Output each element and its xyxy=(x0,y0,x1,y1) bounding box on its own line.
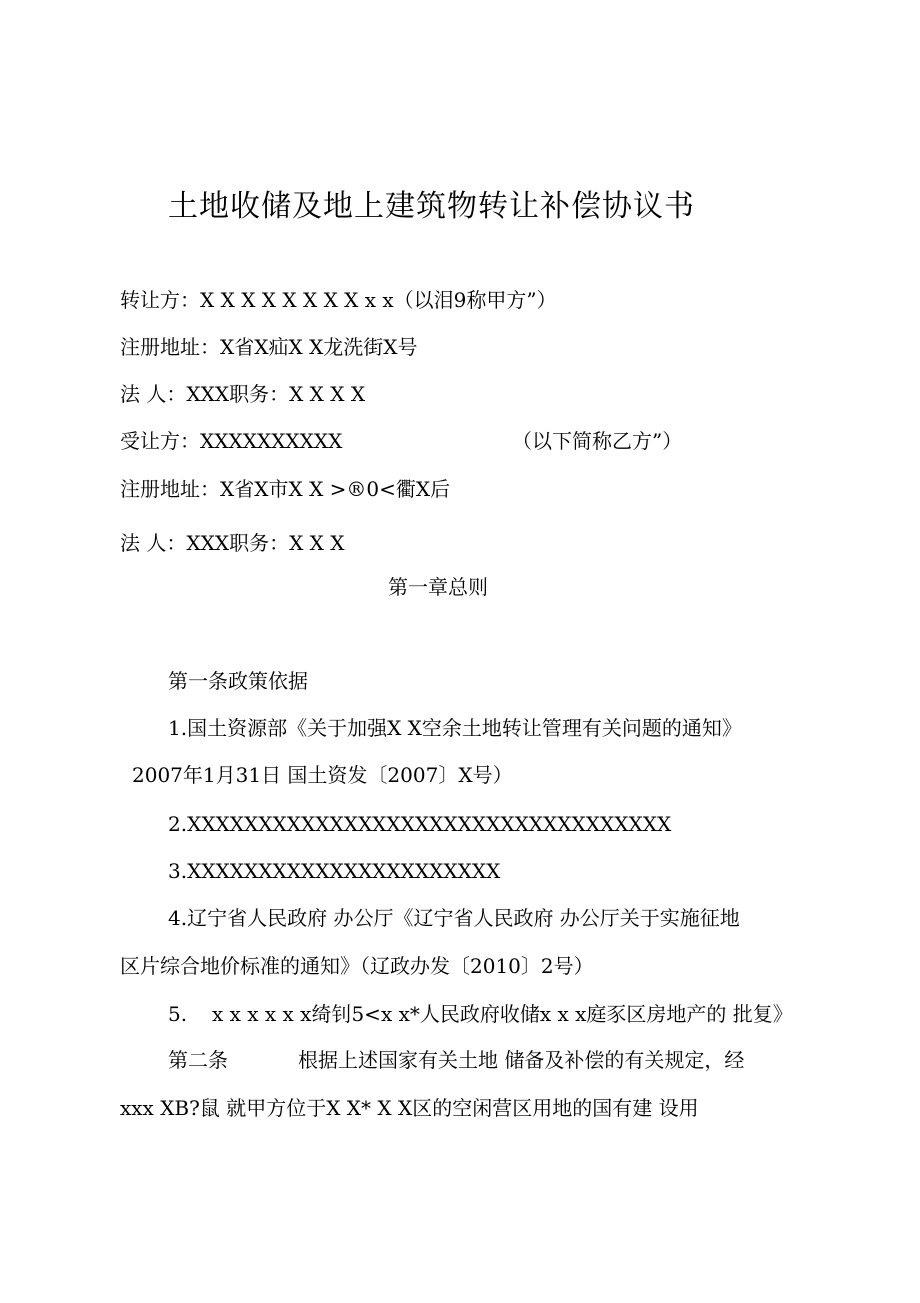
transferor-address: 注册地址：X省X疝X X龙洗街X号 xyxy=(120,335,418,359)
transferee-line: 受让方：XXXXXXXXXX xyxy=(120,429,343,453)
article2-line2: xxx XB?鼠 就甲方位于X X* X X区的空闲营区用地的国有建 设用 xyxy=(120,1096,699,1120)
article2-line1: 根据上述国家有关土地 储备及补偿的有关规定，经 xyxy=(298,1048,745,1072)
article1-item4-line2: 区片综合地价标准的通知》（辽政办发〔2010〕2号） xyxy=(120,954,594,978)
article1-item1-line1: 1.国土资源部《关于加强X X空余土地转让管理有关问题的通知》 xyxy=(168,716,742,740)
document-title: 土地收储及地上建筑物转让补偿协议书 xyxy=(168,189,695,224)
transferee-representative: 法 人：XXX职务：X X X xyxy=(120,531,345,555)
article1-item3: 3.XXXXXXXXXXXXXXXXXXXXXX xyxy=(168,859,501,883)
article1-item4-line1: 4.辽宁省人民政府 办公厅《辽宁省人民政府 办公厅关于实施征地 xyxy=(168,906,740,930)
transferee-alias: （以下简称乙方”） xyxy=(512,429,683,453)
article1-item5-number: 5. xyxy=(168,1002,188,1026)
article2-label: 第二条 xyxy=(168,1048,228,1072)
transferee-address: 注册地址：X省X市X X >®0<衢X后 xyxy=(120,477,451,501)
article1-item2: 2.XXXXXXXXXXXXXXXXXXXXXXXXXXXXXXXXXX xyxy=(168,812,672,836)
chapter-heading: 第一章总则 xyxy=(388,575,488,599)
article1-item1-line2: 2007年1月31日 国土资发〔2007〕X号） xyxy=(132,763,513,787)
article1-heading: 第一条政策依据 xyxy=(168,669,308,693)
article1-item5-text: x x x x x x绮钊5<x x*人民政府收储x x x庭豕区房地产的 批复》 xyxy=(212,1002,793,1026)
transferor-line: 转让方：X X X X X X X X x x（以泪9称甲方”） xyxy=(120,288,557,312)
transferor-representative: 法 人：XXX职务：X X X X xyxy=(120,382,366,406)
